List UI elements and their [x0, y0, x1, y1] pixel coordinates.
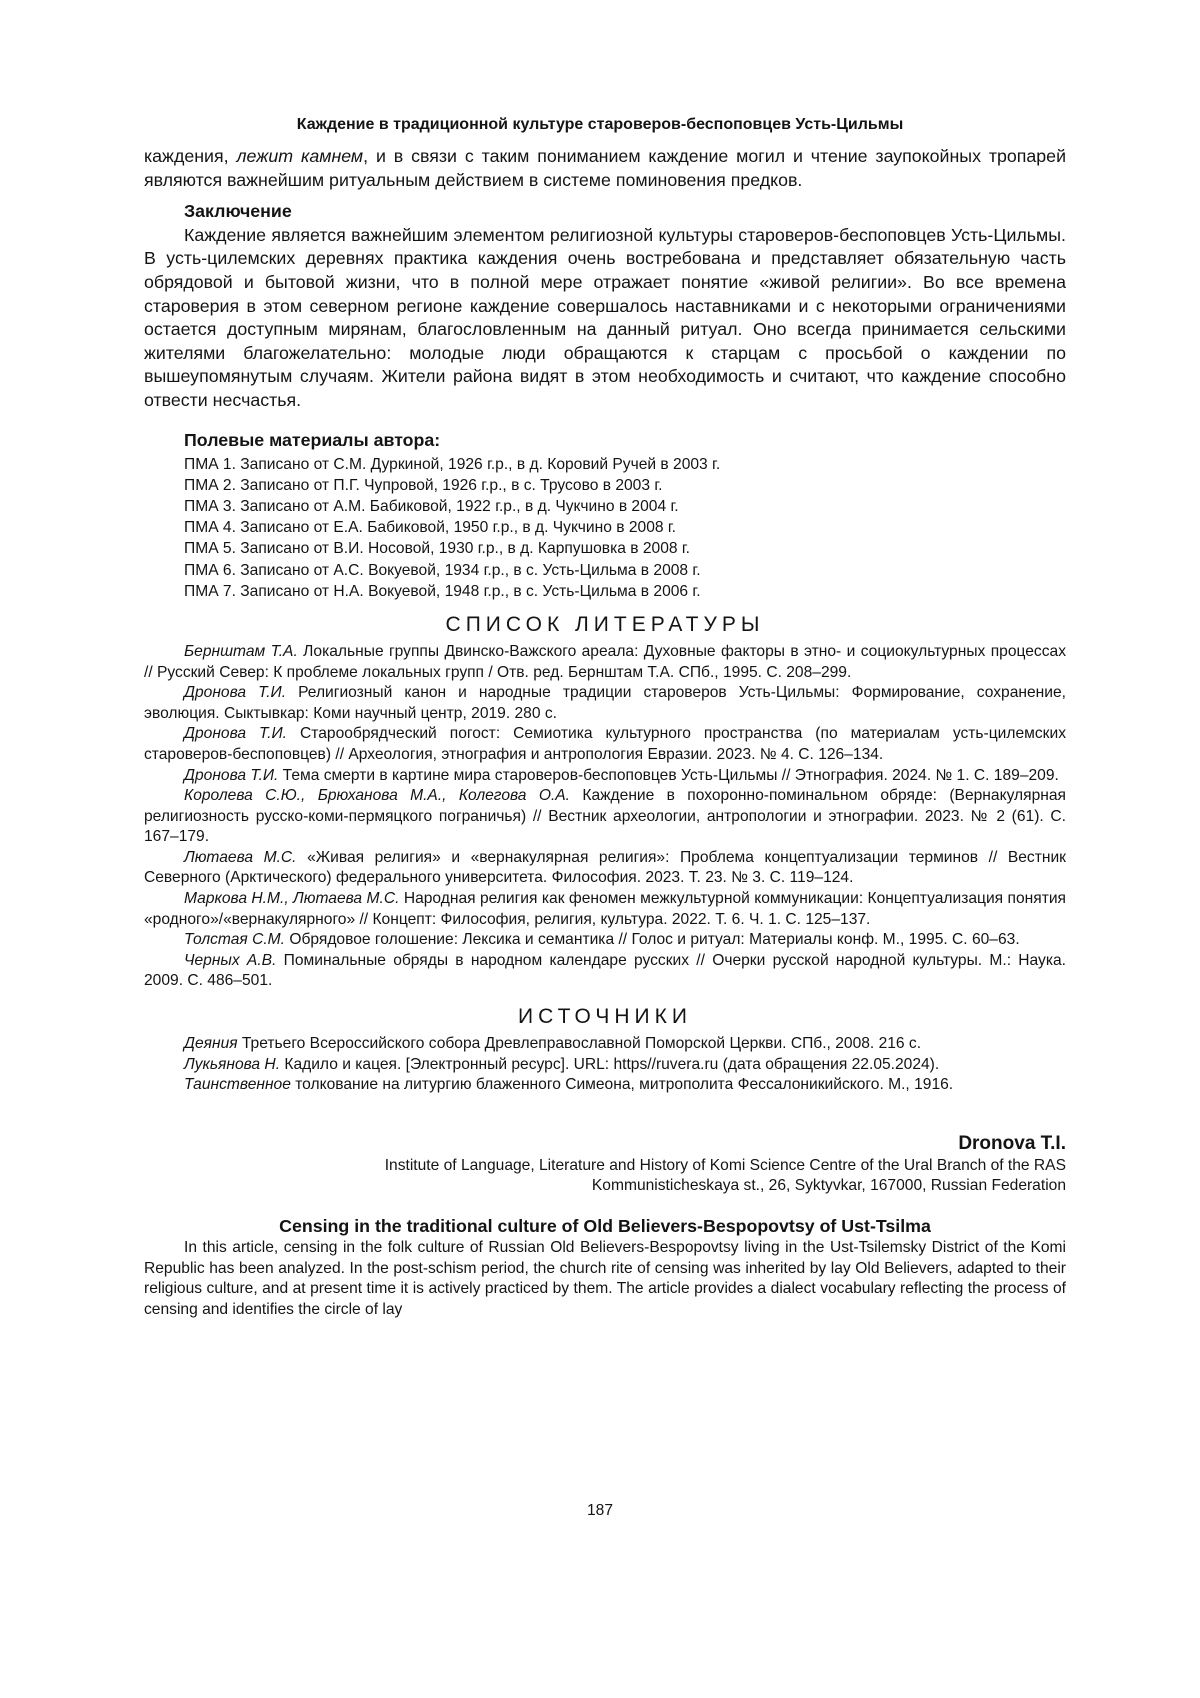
field-materials-list [144, 454, 1066, 602]
literature-item [144, 951, 1066, 992]
literature-item [144, 889, 1066, 930]
reference-author: Дронова Т.И. [184, 684, 287, 702]
reference-text: Религиозный канон и народные традиции староверов Усть-Цильмы: Формирование, сохранение, эволюция. Сыктывкар: Коми научный центр, 2019. 280 с. [144, 684, 1066, 722]
field-material-item: ПМА 3. Записано от А.М. Бабиковой, 1922 г.р., в д. Чукчино в 2004 г. [184, 497, 679, 515]
literature-item [144, 848, 1066, 889]
reference-author: Толстая С.М. [184, 931, 285, 949]
reference-text: Тема смерти в картине мира староверов-беспоповцев Усть-Цильмы // Этнография. 2024. № 1. С. 189–209. [278, 766, 1059, 784]
source-item [144, 1075, 1066, 1096]
english-abstract: In this article, censing in the folk culture of Russian Old Believers-Bespopovtsy living in the Ust-Tsilemsky District of the Komi Republic has been analyzed. In the post-schism period, the church rite of censing was inherited by lay Old Believers, adapted to their religious culture, and at present time it is actively practiced by them. The article provides a dialect vocabulary reflecting the process of censing and identifies the circle of lay [144, 1239, 1066, 1318]
literature-list [144, 642, 1066, 992]
intro-text-pre: каждения, [144, 146, 237, 166]
source-item [144, 1034, 1066, 1055]
literature-heading: СПИСОК ЛИТЕРАТУРЫ [445, 612, 765, 636]
reference-text: Каждение в похоронно-поминальном обряде: (Вернакулярная религиозность русско-коми-пермяцкого пограничья) // Вестник археологии, антропологии и этнографии. 2023. № 2 (61). С. 167–179. [144, 787, 1066, 846]
reference-text: Локальные группы Двинско-Важского ареала: Духовные факторы в этно- и социокультурных процессах // Русский Север: К проблеме локальных групп / Отв. ред. Бернштам Т.А. СПб., 1995. С. 208–299. [144, 642, 1066, 681]
field-material-item: ПМА 2. Записано от П.Г. Чупровой, 1926 г.р., в с. Трусово в 2003 г. [184, 476, 663, 494]
field-material-item: ПМА 5. Записано от В.И. Носовой, 1930 г.р., в д. Карпушовка в 2008 г. [184, 540, 690, 558]
conclusion-heading: Заключение [184, 201, 292, 222]
literature-item [144, 786, 1066, 848]
reference-author: Лютаева М.С. [184, 848, 297, 866]
field-material-item: ПМА 6. Записано от А.С. Вокуевой, 1934 г.р., в с. Усть-Цильма в 2008 г. [184, 561, 701, 579]
literature-item [144, 724, 1066, 765]
reference-author: Дронова Т.И. [184, 725, 288, 743]
running-title: Каждение в традиционной культуре староверов-беспоповцев Усть-Цильмы [296, 116, 904, 133]
literature-item [144, 683, 1066, 724]
intro-text-post: , и в связи с таким пониманием каждение могил и чтение заупокойных тропарей являются важнейшим ритуальным действием в системе поминовения предков. [144, 146, 1067, 190]
sources-list [144, 1034, 1066, 1096]
english-affiliation: Institute of Language, Literature and History of Komi Science Centre of the Ural Branch of the RAS [384, 1156, 1066, 1174]
reference-text: Обрядовое голошение: Лексика и семантика // Голос и ритуал: Материалы конф. М., 1995. С. 60–63. [285, 931, 1020, 949]
reference-author: Дронова Т.И. [184, 766, 279, 784]
source-text: Третьего Всероссийского собора Древлеправославной Поморской Церкви. СПб., 2008. 216 с. [237, 1035, 922, 1053]
source-text: Кадило и кацея. [Электронный ресурс]. URL: https//ruvera.ru (дата обращения 22.05.2024). [280, 1055, 940, 1073]
reference-author: Маркова Н.М., Лютаева М.С. [184, 890, 400, 908]
conclusion-paragraph: Каждение является важнейшим элементом религиозной культуры староверов-беспоповцев Усть-Цильмы. В усть-цилемских деревнях практика каждения очень востребована и представляет обязательную часть обрядовой и бытовой жизни, что в полной мере отражает понятие «живой религии». Во все времена староверия в этом северном регионе каждение совершалось наставниками и с некоторыми ограничениями остается доступным мирянам, благословленным на данный ритуал. Оно всегда принимается сельскими жителями благожелательно: молодые люди обращаются к старцам с просьбой о каждении по вышеупомянутым случаям. Жители района видят в этом необходимость и считают, что каждение способно отвести несчастья. [144, 224, 1066, 410]
literature-item [144, 642, 1066, 683]
reference-author: Бернштам Т.А. [184, 642, 298, 660]
reference-author: Черных А.В. [184, 951, 277, 969]
intro-paragraph [144, 145, 1066, 192]
field-material-item: ПМА 1. Записано от С.М. Дуркиной, 1926 г.р., в д. Коровий Ручей в 2003 г. [184, 455, 721, 473]
english-address: Kommunisticheskaya st., 26, Syktyvkar, 167000, Russian Federation [591, 1177, 1066, 1195]
page-number: 187 [586, 1502, 614, 1519]
literature-item [144, 766, 1066, 787]
source-text: толкование на литургию блаженного Симеона, митрополита Фессалоникийского. М., 1916. [290, 1076, 954, 1094]
main-column [144, 145, 1066, 1320]
reference-author: Королева С.Ю., Брюханова М.А., Колегова О.А. [184, 787, 571, 805]
reference-text: Старообрядческий погост: Семиотика культурного пространства (по материалам усть-цилемских староверов-беспоповцев) // Археология, этнография и антропология Евразии. 2023. № 4. С. 126–134. [144, 725, 1066, 763]
literature-item [144, 930, 1066, 951]
source-author: Лукьянова Н. [184, 1055, 281, 1073]
sources-heading: ИСТОЧНИКИ [518, 1005, 692, 1029]
field-material-item: ПМА 7. Записано от Н.А. Вокуевой, 1948 г.р., в с. Усть-Цильма в 2006 г. [184, 582, 701, 600]
reference-text: Поминальные обряды в народном календаре русских // Очерки русской народной культуры. М.: Наука. 2009. С. 486–501. [144, 951, 1066, 990]
reference-text: «Живая религия» и «вернакулярная религия»: Проблема концептуализации терминов // Вестник Северного (Арктического) федерального университета. Философия. 2023. Т. 23. № 3. С. 119–124. [144, 848, 1066, 887]
intro-text-emphasis: лежит камнем [236, 146, 364, 166]
field-materials-heading: Полевые материалы автора: [184, 429, 441, 450]
source-item [144, 1055, 1066, 1076]
field-material-item: ПМА 4. Записано от Е.А. Бабиковой, 1950 г.р., в д. Чукчино в 2008 г. [184, 519, 676, 537]
reference-text: Народная религия как феномен межкультурной коммуникации: Концептуализация понятия «родного»/«вернакулярного» // Концепт: Философия, религия, культура. 2022. Т. 6. Ч. 1. С. 125–137. [144, 890, 1066, 928]
source-author: Таинственное [184, 1076, 291, 1094]
english-author: Dronova T.I. [958, 1132, 1066, 1154]
english-title: Censing in the traditional culture of Old Believers-Bespopovtsy of Ust-Tsilma [279, 1216, 931, 1237]
source-author: Деяния [184, 1035, 238, 1053]
